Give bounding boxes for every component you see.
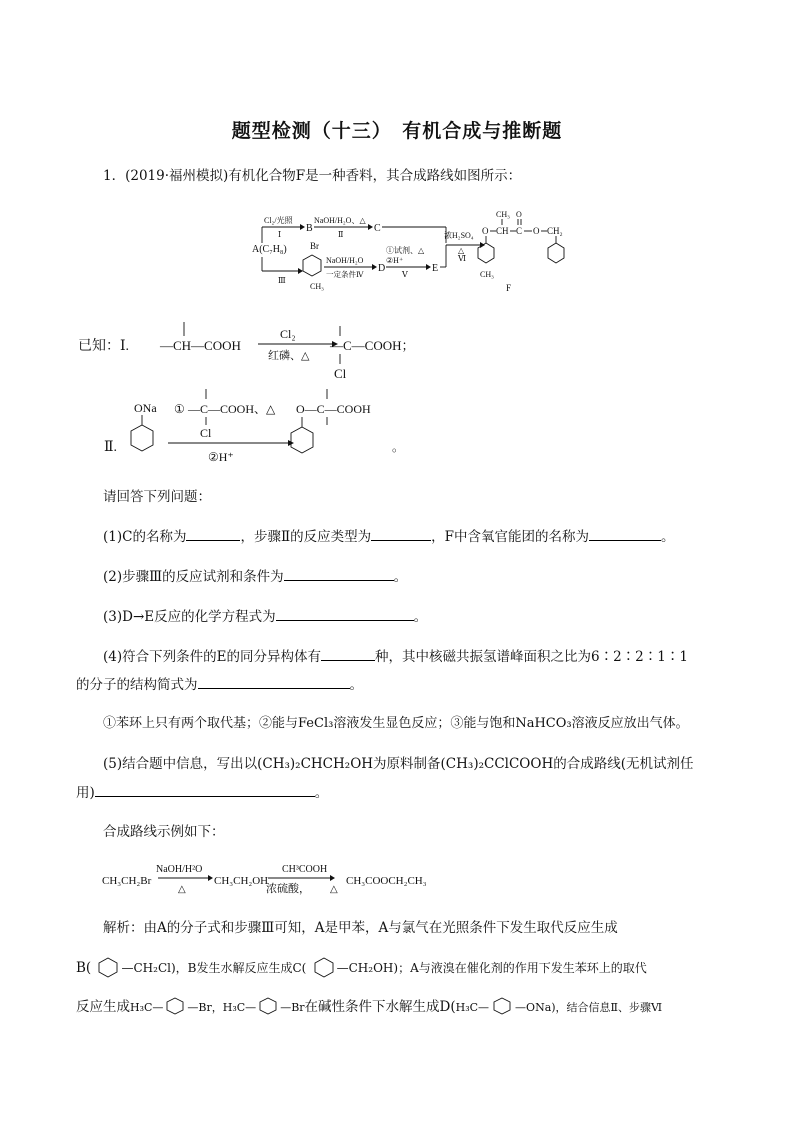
svg-text:红磷、△: 红磷、△ (268, 350, 310, 362)
compound-d: D (378, 263, 386, 274)
svg-text:NaOH/H₂O、△: NaOH/H₂O、△ (314, 216, 366, 225)
svg-text:②H⁺: ②H⁺ (208, 450, 234, 464)
question-intro: 1．(2019·福州模拟)有机化合物F是一种香料，其合成路线如图所示： (103, 168, 522, 184)
svg-text:△: △ (458, 246, 465, 255)
svg-text:CH₃CH₂Br: CH₃CH₂Br (102, 875, 152, 887)
svg-text:△: △ (330, 884, 338, 895)
svg-text:ONa: ONa (134, 401, 157, 415)
blank-isomer-count[interactable] (321, 646, 375, 661)
blank-synthesis-route[interactable] (95, 782, 315, 797)
svg-text:Br: Br (310, 241, 319, 251)
blank-de-equation[interactable] (276, 606, 414, 621)
blank-reaction-type[interactable] (371, 526, 431, 541)
benzene-ring-icon (163, 996, 187, 1016)
svg-text:②H⁺: ②H⁺ (386, 256, 404, 265)
benzene-ring-icon (489, 996, 515, 1016)
svg-text:CH₂: CH₂ (547, 226, 563, 236)
svg-text:O—C—COOH: O—C—COOH (296, 402, 371, 416)
svg-text:CH₃: CH₃ (480, 270, 494, 279)
svg-text:Cl: Cl (200, 426, 212, 440)
example-route (100, 856, 440, 898)
benzene-ring-icon (95, 956, 121, 978)
svg-text:CH₃: CH₃ (310, 282, 324, 291)
part-4-conditions: ①苯环上只有两个取代基；②能与FeCl₃溶液发生显色反应；③能与饱和NaHCO₃溶液反应放出气体。 (103, 716, 689, 731)
compound-f: F (506, 283, 512, 293)
svg-text:O: O (533, 226, 540, 236)
svg-text:CH₃: CH₃ (496, 210, 510, 219)
svg-text:NaOH/H₂O: NaOH/H₂O (326, 256, 364, 265)
svg-text:NaOH/H²O: NaOH/H²O (156, 864, 203, 875)
svg-text:①: ① (174, 402, 185, 416)
part-2: (2)步骤Ⅲ的反应试剂和条件为 。 (103, 566, 407, 587)
compound-b: B (306, 223, 313, 234)
svg-text:已知：Ⅰ.: 已知：Ⅰ. (78, 339, 130, 354)
part-1: (1)C的名称为 ，步骤Ⅱ的反应类型为 ，F中含氧官能团的名称为 。 (103, 526, 675, 547)
svg-text:—C—COOH；: —C—COOH； (330, 338, 415, 353)
known-reaction-1 (78, 318, 438, 382)
svg-text:Ⅱ.: Ⅱ. (104, 440, 118, 455)
answer-prompt: 请回答下列问题： (103, 489, 211, 505)
svg-text:Cl₂/光照: Cl₂/光照 (264, 216, 293, 225)
compound-a: A(C₇H₈) (252, 244, 287, 255)
part-5b: 用) 。 (76, 782, 328, 803)
svg-text:。: 。 (392, 440, 404, 454)
svg-text:Ⅵ: Ⅵ (458, 254, 467, 263)
analysis-line-3: 反应生成H₃C— —Br，H₃C— —Br在碱性条件下水解生成D(H₃C— —ONa)，结合信息Ⅱ、步骤Ⅵ (76, 996, 662, 1018)
svg-text:CH³COOH: CH³COOH (282, 864, 328, 875)
benzene-ring-icon (256, 996, 280, 1016)
svg-text:C: C (516, 226, 523, 236)
svg-text:—C—COOH、△: —C—COOH、△ (188, 402, 276, 416)
svg-text:一定条件Ⅳ: 一定条件Ⅳ (326, 270, 364, 279)
svg-text:Ⅰ: Ⅰ (278, 230, 282, 239)
blank-structure[interactable] (198, 674, 350, 689)
compound-e: E (432, 263, 439, 274)
part-4a: (4)符合下列条件的E的同分异构体有 种，其中核磁共振氢谱峰面积之比为6∶2∶2∶1∶1 (103, 646, 688, 667)
svg-text:△: △ (178, 884, 186, 895)
svg-text:O: O (482, 226, 489, 236)
svg-text:Cl₂: Cl₂ (280, 327, 296, 341)
example-title: 合成路线示例如下： (103, 824, 225, 840)
known-reaction-2 (104, 385, 404, 465)
synthesis-scheme (250, 205, 580, 297)
svg-text:CH₃CH₂OH: CH₃CH₂OH (214, 875, 269, 887)
blank-functional-group[interactable] (589, 526, 661, 541)
svg-text:—CH—COOH: —CH—COOH (160, 338, 241, 353)
svg-text:Ⅴ: Ⅴ (402, 270, 408, 279)
svg-text:Cl: Cl (334, 366, 347, 381)
svg-text:Ⅲ: Ⅲ (278, 276, 286, 285)
svg-text:浓H₂SO₄: 浓H₂SO₄ (444, 231, 474, 240)
part-4b: 的分子的结构简式为 。 (76, 674, 363, 695)
analysis-line-1: 解析：由A的分子式和步骤Ⅲ可知，A是甲苯，A与氯气在光照条件下发生取代反应生成 (103, 920, 618, 936)
svg-text:①试剂、△: ①试剂、△ (386, 246, 425, 255)
blank-step3-reagents[interactable] (284, 566, 394, 581)
compound-c: C (374, 223, 381, 234)
page-title: 题型检测（十三） 有机合成与推断题 (231, 120, 563, 142)
part-5a: (5)结合题中信息，写出以(CH₃)₂CHCH₂OH为原料制备(CH₃)₂CClCOOH的合成路线(无机试剂任 (103, 756, 694, 772)
svg-text:O: O (516, 210, 522, 219)
svg-text:CH: CH (496, 226, 509, 236)
blank-c-name[interactable] (186, 526, 240, 541)
svg-text:CH₃COOCH₂CH₃: CH₃COOCH₂CH₃ (346, 875, 427, 887)
analysis-line-2: B( —CH₂Cl)，B发生水解反应生成C( —CH₂OH)；A与液溴在催化剂的作用下发生苯环上的取代 (76, 956, 647, 978)
svg-text:Ⅱ: Ⅱ (338, 230, 344, 239)
part-3: (3)D→E反应的化学方程式为 。 (103, 606, 427, 627)
svg-text:浓硫酸，: 浓硫酸， (266, 883, 310, 895)
benzene-ring-icon (311, 956, 337, 978)
